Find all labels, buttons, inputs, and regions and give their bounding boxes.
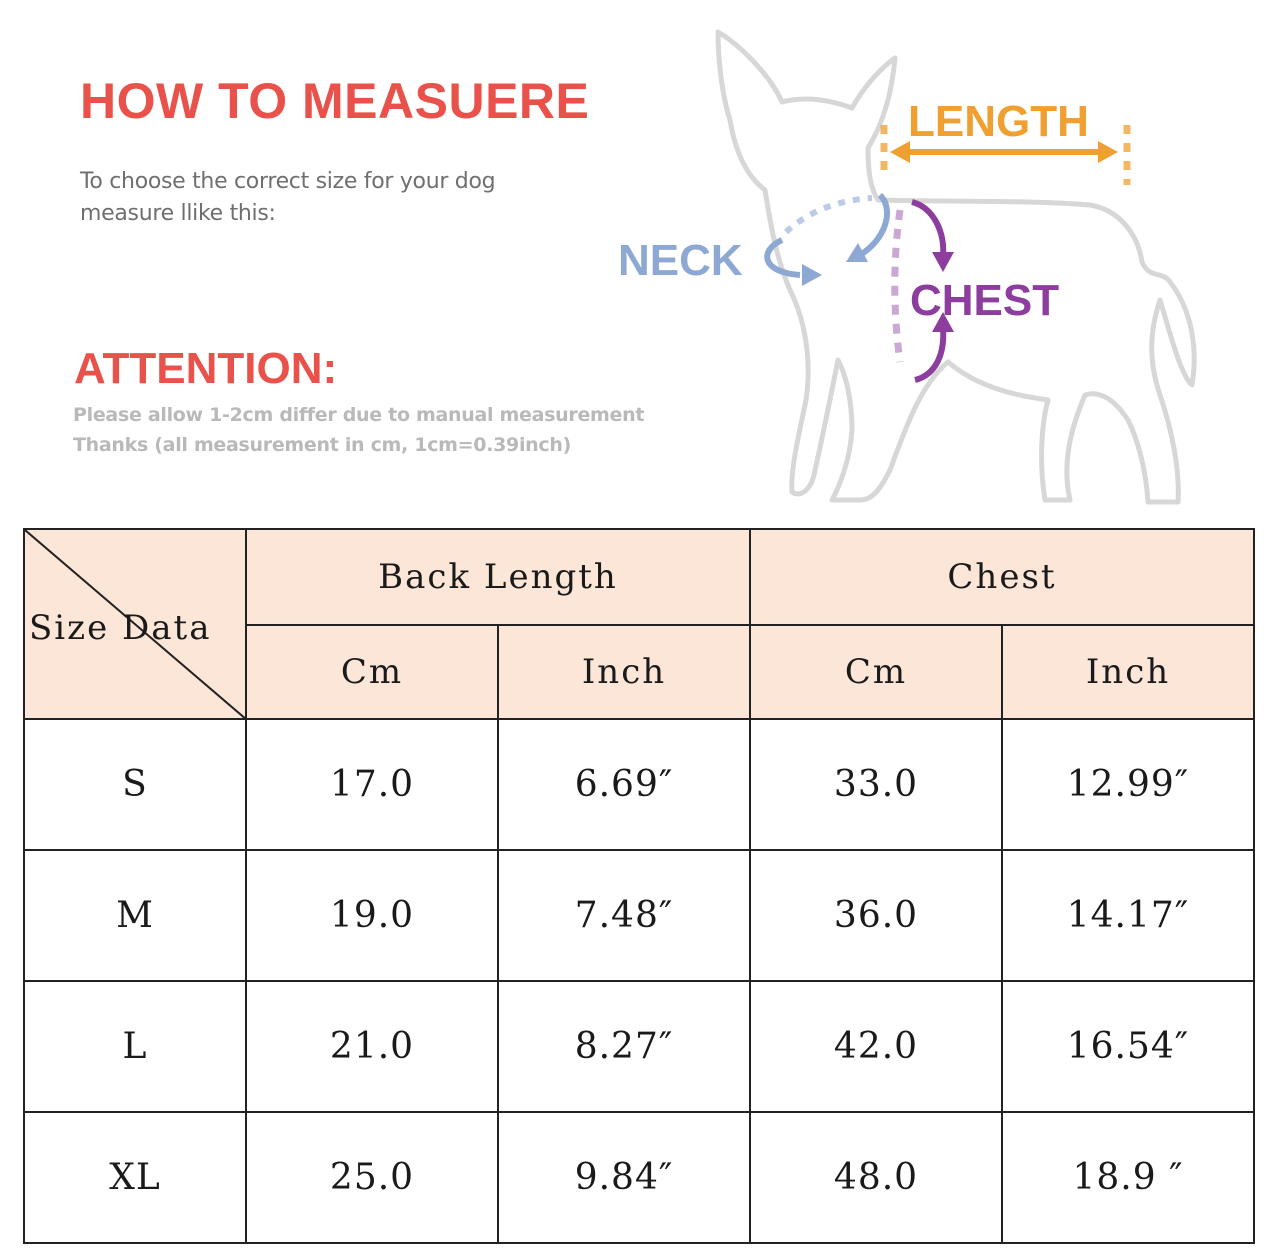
chest-inch-cell: 18.9 ″ bbox=[1002, 1112, 1254, 1243]
chest-label: CHEST bbox=[910, 276, 1060, 325]
page-title: HOW TO MEASUERE bbox=[80, 73, 590, 129]
table-row bbox=[24, 1112, 1254, 1243]
back-cm-cell: 17.0 bbox=[246, 719, 498, 850]
back-inch-cell: 6.69″ bbox=[498, 719, 750, 850]
attention-title: ATTENTION: bbox=[74, 344, 338, 393]
length-label: LENGTH bbox=[908, 97, 1089, 146]
corner-header-cell bbox=[24, 529, 246, 719]
table-row bbox=[24, 719, 1254, 850]
size-cell: M bbox=[24, 850, 246, 981]
chest-arrowhead-top bbox=[932, 252, 954, 272]
chest-marker bbox=[895, 202, 1059, 380]
chest-arrow-top bbox=[912, 202, 943, 255]
header-chest-cm: Cm bbox=[750, 625, 1002, 719]
chest-cm-cell: 42.0 bbox=[750, 981, 1002, 1112]
header-back-length: Back Length bbox=[246, 529, 750, 625]
size-chart-table bbox=[23, 528, 1255, 1244]
chest-dotted-line bbox=[895, 210, 900, 362]
chest-inch-cell: 12.99″ bbox=[1002, 719, 1254, 850]
back-cm-cell: 25.0 bbox=[246, 1112, 498, 1243]
attention-note-1: Please allow 1-2cm differ due to manual measurement bbox=[73, 404, 645, 426]
neck-arrowhead-left bbox=[802, 264, 822, 286]
corner-label: Size Data bbox=[29, 608, 212, 648]
instruction-line-1: To choose the correct size for your dog bbox=[80, 169, 496, 194]
table-row bbox=[24, 981, 1254, 1112]
chest-inch-cell: 16.54″ bbox=[1002, 981, 1254, 1112]
chest-cm-cell: 36.0 bbox=[750, 850, 1002, 981]
size-cell: XL bbox=[24, 1112, 246, 1243]
table-row bbox=[24, 850, 1254, 981]
header-chest: Chest bbox=[750, 529, 1254, 625]
header-back-inch: Inch bbox=[498, 625, 750, 719]
neck-arrow-left bbox=[767, 240, 800, 275]
back-cm-cell: 21.0 bbox=[246, 981, 498, 1112]
neck-dotted-line bbox=[786, 198, 872, 232]
dog-measurement-diagram bbox=[600, 20, 1240, 520]
header-chest-inch: Inch bbox=[1002, 625, 1254, 719]
chest-cm-cell: 33.0 bbox=[750, 719, 1002, 850]
size-cell: L bbox=[24, 981, 246, 1112]
neck-marker bbox=[618, 195, 887, 286]
header-back-cm: Cm bbox=[246, 625, 498, 719]
chest-cm-cell: 48.0 bbox=[750, 1112, 1002, 1243]
attention-note-2: Thanks (all measurement in cm, 1cm=0.39inch) bbox=[73, 434, 571, 456]
back-inch-cell: 8.27″ bbox=[498, 981, 750, 1112]
length-arrowhead-right bbox=[1098, 141, 1118, 163]
neck-label: NECK bbox=[618, 236, 743, 285]
neck-arrow-right bbox=[860, 195, 887, 255]
table-header-row-1 bbox=[24, 529, 1254, 625]
back-inch-cell: 9.84″ bbox=[498, 1112, 750, 1243]
instruction-text bbox=[80, 166, 550, 230]
back-inch-cell: 7.48″ bbox=[498, 850, 750, 981]
chest-inch-cell: 14.17″ bbox=[1002, 850, 1254, 981]
length-marker bbox=[884, 97, 1127, 185]
length-arrowhead-left bbox=[890, 141, 910, 163]
size-cell: S bbox=[24, 719, 246, 850]
back-cm-cell: 19.0 bbox=[246, 850, 498, 981]
instruction-line-2: measure llike this: bbox=[80, 201, 276, 226]
